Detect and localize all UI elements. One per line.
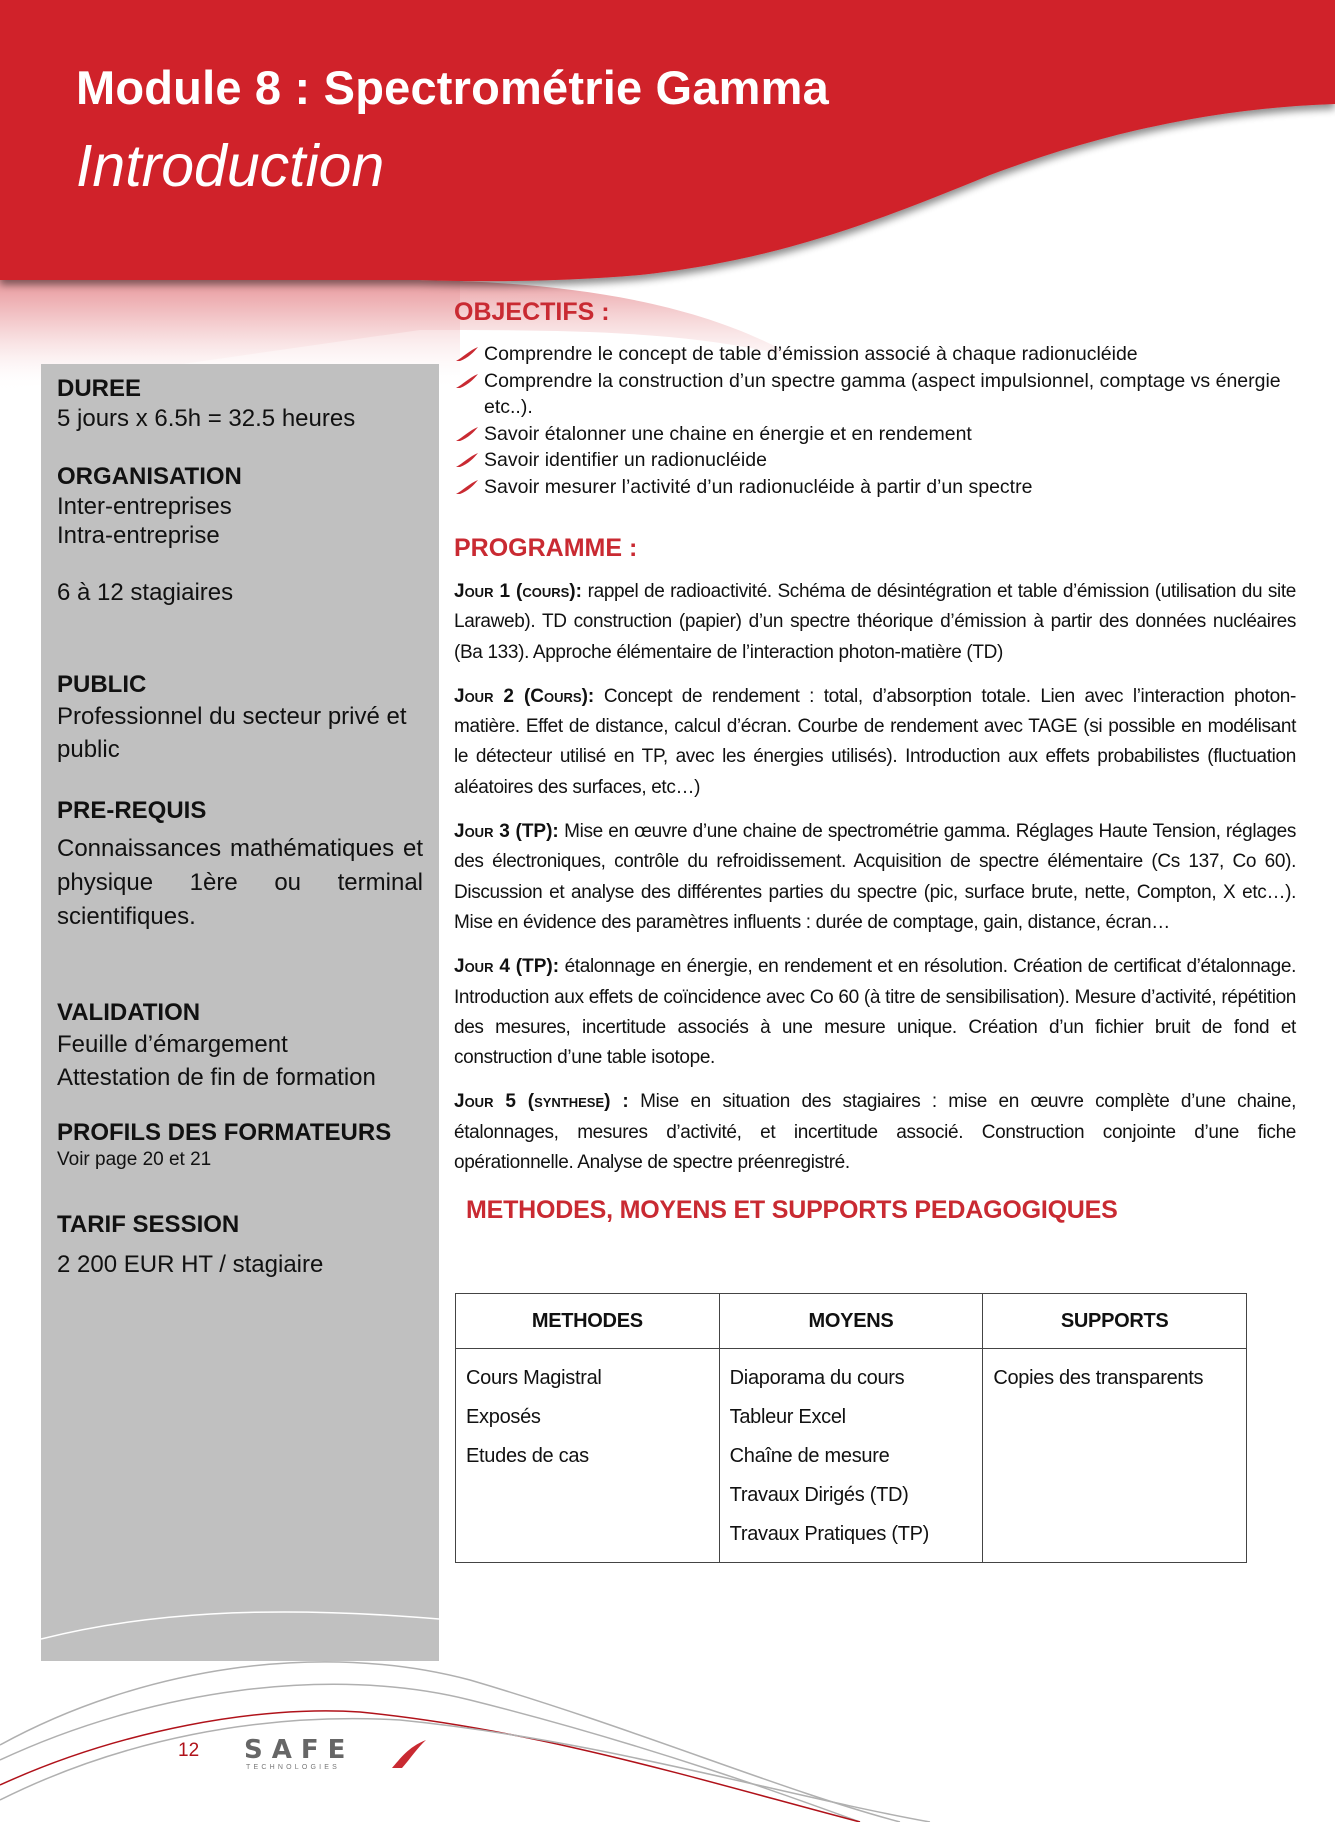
- programme-day: [454, 1087, 1296, 1178]
- red-swoosh-bullet-icon: [454, 452, 480, 468]
- day-text: Mise en œuvre d’une chaine de spectrométrie gamma. Réglages Haute Tension, réglages des électroniques, contrôle du refroidissement. Acquisition de spectre élémentaire (Cs 137, Co 60). Discussion et analyse des différentes parties du spectre (pic, surface brute, nette, Compton, X etc…). Mise en évidence des paramètres influents : durée de comptage, gain, distance, écran…: [454, 821, 1296, 933]
- tarif-value: 2 200 EUR HT / stagiaire: [57, 1251, 324, 1278]
- day-label: Jour 1 (cours):: [454, 581, 582, 602]
- organisation-heading: ORGANISATION: [57, 463, 242, 490]
- sidebar-arc: [41, 1594, 439, 1644]
- day-label: Jour 5 (synthese) :: [454, 1091, 629, 1113]
- duree-heading: DUREE: [57, 375, 142, 402]
- column-header: MOYENS: [719, 1294, 983, 1349]
- prerequis-heading: PRE-REQUIS: [57, 797, 207, 824]
- day-label: Jour 3 (TP):: [454, 821, 559, 843]
- pedagogy-table: [455, 1293, 1247, 1563]
- list-item: Exposés: [466, 1406, 541, 1428]
- objectifs-list: [454, 341, 1296, 500]
- footer-arc: [0, 1684, 860, 1822]
- validation-heading: VALIDATION: [57, 999, 201, 1026]
- column-header: SUPPORTS: [983, 1294, 1247, 1349]
- formateurs-section: [57, 1118, 423, 1172]
- page-number: 12: [178, 1740, 200, 1761]
- safe-technologies-logo: [244, 1737, 424, 1777]
- list-item: Cours Magistral: [466, 1367, 602, 1389]
- public-value: Professionnel du secteur privé et public: [57, 703, 407, 763]
- validation-line: Attestation de fin de formation: [57, 1064, 376, 1091]
- day-label: Jour 2 (Cours):: [454, 685, 595, 707]
- column-header: METHODES: [456, 1294, 720, 1349]
- programme-day: [454, 577, 1296, 668]
- red-swoosh-bullet-icon: [454, 479, 480, 495]
- logo-swoosh-icon: [388, 1739, 428, 1769]
- red-swoosh-bullet-icon: [454, 426, 480, 442]
- footer-arc-red: [0, 1711, 860, 1822]
- methodes-heading: METHODES, MOYENS ET SUPPORTS PEDAGOGIQUES: [466, 1196, 1118, 1225]
- tarif-section: [57, 1210, 423, 1279]
- objectifs-heading: OBJECTIFS :: [454, 298, 610, 326]
- programme-day: [454, 817, 1296, 938]
- day-text: Mise en situation des stagiaires : mise en œuvre complète d’une chaine, étalonnages, mesures d’activité, et incertitude associé. Construction conjointe d’une fiche opérationnelle. Analyse de spectre préenregistré.: [454, 1091, 1296, 1174]
- programme-day: [454, 952, 1296, 1073]
- objectif-item: Savoir identifier un radionucléide: [454, 447, 1296, 474]
- logo-word: SAFE: [244, 1735, 355, 1765]
- objectif-item: Comprendre le concept de table d’émission associé à chaque radionucléide: [454, 341, 1296, 368]
- prerequis-section: [57, 796, 423, 934]
- validation-section: [57, 998, 423, 1094]
- day-text: rappel de radioactivité. Schéma de désintégration et table d’émission (utilisation du site Laraweb). TD construction (papier) d’un spectre théorique d’émission à partir des données nucléaires (Ba 133). Approche élémentaire de l’interaction photon-matière (TD): [454, 581, 1296, 663]
- organisation-line: Intra-entreprise: [57, 522, 220, 549]
- red-swoosh-bullet-icon: [454, 346, 480, 362]
- public-section: [57, 670, 423, 766]
- formateurs-value: Voir page 20 et 21: [57, 1149, 212, 1170]
- list-item: Chaîne de mesure: [729, 1445, 890, 1467]
- logo-tagline: TECHNOLOGIES: [246, 1764, 341, 1771]
- moyens-cell: [719, 1349, 983, 1563]
- objectif-item: Savoir étalonner une chaine en énergie et en rendement: [454, 421, 1296, 448]
- list-item: Diaporama du cours: [729, 1367, 905, 1389]
- info-sidebar: [41, 364, 439, 1661]
- programme-heading: PROGRAMME :: [454, 534, 638, 562]
- organisation-line: Inter-entreprises: [57, 493, 232, 520]
- public-heading: PUBLIC: [57, 671, 147, 698]
- day-text: étalonnage en énergie, en rendement et en résolution. Création de certificat d’étalonnage. Introduction aux effets de coïncidence avec Co 60 (à titre de sensibilisation). Mesure d’activité, répétition des mesures, incertitude associés à une mesure unique. Création d’un fichier bruit de fond et construction d’une table isotope.: [454, 956, 1296, 1069]
- list-item: Copies des transparents: [993, 1367, 1204, 1389]
- duree-section: [57, 374, 423, 433]
- prerequis-value: Connaissances mathématiques et physique 1ère ou terminal scientifiques.: [57, 835, 423, 930]
- red-swoosh-bullet-icon: [454, 373, 480, 389]
- footer-arc: [0, 1662, 900, 1822]
- organisation-section: [57, 462, 423, 607]
- list-item: Travaux Pratiques (TP): [729, 1523, 930, 1545]
- day-label: Jour 4 (TP):: [454, 956, 560, 978]
- table-header-row: [456, 1294, 1247, 1349]
- methodes-cell: [456, 1349, 720, 1563]
- duree-value: 5 jours x 6.5h = 32.5 heures: [57, 405, 356, 432]
- module-subtitle: Introduction: [76, 133, 385, 199]
- list-item: Tableur Excel: [729, 1406, 846, 1428]
- programme-day: [454, 682, 1296, 803]
- list-item: Travaux Dirigés (TD): [729, 1484, 909, 1506]
- objectif-item: Savoir mesurer l’activité d’un radionucléide à partir d’un spectre: [454, 474, 1296, 501]
- supports-cell: [983, 1349, 1247, 1563]
- day-text: Concept de rendement : total, d’absorption totale. Lien avec l’interaction photon-matière. Effet de distance, calcul d’écran. Courbe de rendement avec TAGE (si possible en modélisant le détecteur utilisé en TP, avec les énergies utilisés). Introduction aux effets probabilistes (fluctuation aléatoires des surfaces, etc…): [454, 685, 1296, 798]
- formateurs-heading: PROFILS DES FORMATEURS: [57, 1119, 392, 1146]
- table-row: [456, 1349, 1247, 1563]
- objectif-item: Comprendre la construction d’un spectre gamma (aspect impulsionnel, comptage vs énergie etc..).: [454, 368, 1296, 421]
- module-title: Module 8 : Spectrométrie Gamma: [76, 61, 829, 114]
- footer-arc: [0, 1719, 930, 1822]
- validation-line: Feuille d’émargement: [57, 1031, 288, 1058]
- main-content: [454, 298, 1296, 1225]
- list-item: Etudes de cas: [466, 1445, 589, 1467]
- tarif-heading: TARIF SESSION: [57, 1211, 240, 1238]
- organisation-capacity: 6 à 12 stagiaires: [57, 579, 234, 606]
